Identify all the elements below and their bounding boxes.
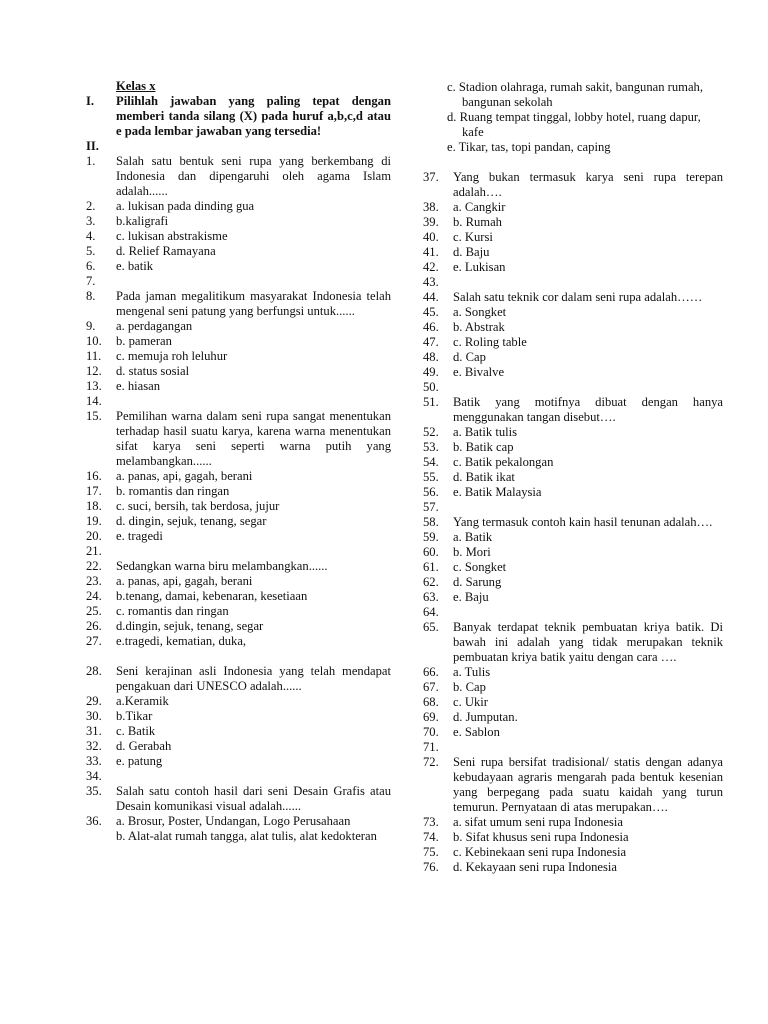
item-number: 51. xyxy=(423,395,439,409)
item-number: 1. xyxy=(86,154,96,168)
item-text: d. Baju xyxy=(453,245,490,259)
list-item xyxy=(423,215,723,230)
list-item xyxy=(423,740,723,755)
item-number: 13. xyxy=(86,379,102,393)
list-item xyxy=(86,754,391,769)
item-number: 9. xyxy=(86,319,96,333)
list-item xyxy=(86,214,391,229)
list-item xyxy=(423,305,723,320)
item-text: a. panas, api, gagah, berani xyxy=(116,574,253,588)
carryover-option xyxy=(423,110,723,140)
item-text: d. Sarung xyxy=(453,575,502,589)
item-text: a.Keramik xyxy=(116,694,169,708)
list-item xyxy=(86,619,391,634)
list-item xyxy=(86,394,391,409)
item-text: b.kaligrafi xyxy=(116,214,169,228)
item-text: e. batik xyxy=(116,259,154,273)
item-number: 49. xyxy=(423,365,439,379)
item-number: 6. xyxy=(86,259,96,273)
list-item xyxy=(86,499,391,514)
item-number: 66. xyxy=(423,665,439,679)
item-text: c. Batik pekalongan xyxy=(453,455,554,469)
list-item xyxy=(86,604,391,619)
list-item xyxy=(86,724,391,739)
item-number: 76. xyxy=(423,860,439,874)
list-item xyxy=(86,259,391,274)
item-text xyxy=(116,394,391,409)
list-item xyxy=(423,350,723,365)
item-text: d. Jumputan. xyxy=(453,710,518,724)
item-text: e. hiasan xyxy=(116,379,161,393)
item-number: 10. xyxy=(86,334,102,348)
item-number: 56. xyxy=(423,485,439,499)
section-1-instruction xyxy=(86,94,391,139)
item-number: 5. xyxy=(86,244,96,258)
list-item xyxy=(86,709,391,724)
list-item xyxy=(86,409,391,469)
item-number: 43. xyxy=(423,275,439,289)
item-number: 4. xyxy=(86,229,96,243)
item-text xyxy=(116,274,391,289)
item-text: Seni rupa bersifat tradisional/ statis dengan adanya kebudayaan agraris mengarah pada bentuk kesenian yang berpegang pada suatu kaidah yang turun temurun. Pernyataan di atas merupakan…. xyxy=(453,755,723,814)
item-number: 30. xyxy=(86,709,102,723)
item-text: a. lukisan pada dinding gua xyxy=(116,199,255,213)
list-item xyxy=(86,814,391,829)
item-text: e. Sablon xyxy=(453,725,500,739)
list-item xyxy=(423,620,723,665)
item-number: 68. xyxy=(423,695,439,709)
list-item xyxy=(86,289,391,319)
item-text: e. Baju xyxy=(453,590,489,604)
list-item xyxy=(86,154,391,199)
item-number: 67. xyxy=(423,680,439,694)
list-item xyxy=(423,710,723,725)
list-item xyxy=(423,395,723,425)
item-text: d. Batik ikat xyxy=(453,470,515,484)
item-text: c. Batik xyxy=(116,724,156,738)
item-text xyxy=(453,500,723,515)
item-number: 19. xyxy=(86,514,102,528)
list-item xyxy=(86,379,391,394)
item-text: a. Tulis xyxy=(453,665,491,679)
item-number: 39. xyxy=(423,215,439,229)
item-text: e. Batik Malaysia xyxy=(453,485,542,499)
list-item xyxy=(86,349,391,364)
item-text: d. dingin, sejuk, tenang, segar xyxy=(116,514,267,528)
item-number: 59. xyxy=(423,530,439,544)
item-number: 33. xyxy=(86,754,102,768)
item-number: 11. xyxy=(86,349,102,363)
item-number: 35. xyxy=(86,784,102,798)
item-number: 69. xyxy=(423,710,439,724)
option-text: d. Ruang tempat tinggal, lobby hotel, ruang dapur, kafe xyxy=(447,110,701,139)
section-2-heading xyxy=(86,139,391,154)
item-number: 24. xyxy=(86,589,102,603)
item-number: 55. xyxy=(423,470,439,484)
list-item xyxy=(86,484,391,499)
list-item xyxy=(423,605,723,620)
list-item xyxy=(423,380,723,395)
item-text: e. Lukisan xyxy=(453,260,506,274)
list-item xyxy=(423,530,723,545)
item-number: 31. xyxy=(86,724,102,738)
item-text: b. Batik cap xyxy=(453,440,514,454)
list-item xyxy=(86,589,391,604)
item-text: a. sifat umum seni rupa Indonesia xyxy=(453,815,623,829)
item-number: 15. xyxy=(86,409,102,423)
item-text: b. Rumah xyxy=(453,215,502,229)
item-text xyxy=(453,740,723,755)
list-item xyxy=(423,845,723,860)
item-number: 60. xyxy=(423,545,439,559)
list-item xyxy=(86,694,391,709)
list-item xyxy=(86,319,391,334)
list-item xyxy=(423,560,723,575)
item-text: b. pameran xyxy=(116,334,172,348)
item-text: c. romantis dan ringan xyxy=(116,604,229,618)
section-2-number: II. xyxy=(86,139,99,153)
list-item xyxy=(86,544,391,559)
item-number: 40. xyxy=(423,230,439,244)
item-number: 14. xyxy=(86,394,102,408)
item-number: 25. xyxy=(86,604,102,618)
item-text: Yang bukan termasuk karya seni rupa terepan adalah…. xyxy=(453,170,723,199)
item-text: a. perdagangan xyxy=(116,319,193,333)
item-number: 29. xyxy=(86,694,102,708)
list-item xyxy=(423,665,723,680)
list-item xyxy=(423,545,723,560)
list-item xyxy=(423,590,723,605)
item-number: 32. xyxy=(86,739,102,753)
list-item xyxy=(423,815,723,830)
item-number: 18. xyxy=(86,499,102,513)
option-text: c. Stadion olahraga, rumah sakit, bangunan rumah, bangunan sekolah xyxy=(447,80,704,109)
item-text xyxy=(116,544,391,559)
item-text: a. panas, api, gagah, berani xyxy=(116,469,253,483)
item-number: 44. xyxy=(423,290,439,304)
list-item xyxy=(423,830,723,845)
item-number: 28. xyxy=(86,664,102,678)
list-item xyxy=(423,485,723,500)
item-text: b. romantis dan ringan xyxy=(116,484,230,498)
item-text: c. Kursi xyxy=(453,230,493,244)
list-item xyxy=(86,634,391,649)
list-item xyxy=(423,335,723,350)
item-text: e. patung xyxy=(116,754,163,768)
item-number: 63. xyxy=(423,590,439,604)
list-item xyxy=(423,455,723,470)
list-item xyxy=(423,320,723,335)
item-number: 72. xyxy=(423,755,439,769)
item-text xyxy=(453,380,723,395)
list-item xyxy=(423,200,723,215)
list-item xyxy=(86,574,391,589)
item-text: a. Songket xyxy=(453,305,507,319)
item-number: 36. xyxy=(86,814,102,828)
item-number: 2. xyxy=(86,199,96,213)
item-text: Pemilihan warna dalam seni rupa sangat menentukan terhadap hasil suatu karya, karena warna menentukan sifat karya seni seperti warna putih yang melambangkan...... xyxy=(116,409,391,468)
list-item xyxy=(423,515,723,530)
list-item xyxy=(423,470,723,485)
item-text: c. Roling table xyxy=(453,335,527,349)
item-number: 70. xyxy=(423,725,439,739)
list-item xyxy=(423,695,723,710)
item-number: 73. xyxy=(423,815,439,829)
item-number: 7. xyxy=(86,274,96,288)
item-number: 16. xyxy=(86,469,102,483)
item-number: 50. xyxy=(423,380,439,394)
item-text: a. Batik tulis xyxy=(453,425,518,439)
list-item xyxy=(86,229,391,244)
list-item xyxy=(86,739,391,754)
item-number: 26. xyxy=(86,619,102,633)
item-text: Pada jaman megalitikum masyarakat Indonesia telah mengenal seni patung yang berfungsi untuk...... xyxy=(116,289,391,318)
item-text: Seni kerajinan asli Indonesia yang telah mendapat pengakuan dari UNESCO adalah...... xyxy=(116,664,391,693)
item-text: a. Cangkir xyxy=(453,200,506,214)
item-number: 58. xyxy=(423,515,439,529)
carryover-option xyxy=(423,80,723,110)
item-number: 27. xyxy=(86,634,102,648)
item-number: 61. xyxy=(423,560,439,574)
item-number: 45. xyxy=(423,305,439,319)
item-number: 57. xyxy=(423,500,439,514)
list-item xyxy=(86,514,391,529)
list-item xyxy=(86,559,391,574)
item-text: a. Brosur, Poster, Undangan, Logo Perusahaan xyxy=(116,814,351,828)
list-item xyxy=(86,469,391,484)
item-text: d. Cap xyxy=(453,350,486,364)
item-text: d. Gerabah xyxy=(116,739,172,753)
item-text: Salah satu contoh hasil dari seni Desain Grafis atau Desain komunikasi visual adalah...... xyxy=(116,784,391,813)
list-item xyxy=(86,199,391,214)
item-text: e.tragedi, kematian, duka, xyxy=(116,634,247,648)
list-item xyxy=(86,364,391,379)
item-number: 62. xyxy=(423,575,439,589)
item-number: 52. xyxy=(423,425,439,439)
list-item xyxy=(423,755,723,815)
item-number: 23. xyxy=(86,574,102,588)
item-text: b. Sifat khusus seni rupa Indonesia xyxy=(453,830,629,844)
item-text xyxy=(453,275,723,290)
item-text: c. memuja roh leluhur xyxy=(116,349,228,363)
list-item xyxy=(423,440,723,455)
right-column xyxy=(423,80,723,875)
list-item xyxy=(423,230,723,245)
list-item xyxy=(423,245,723,260)
item-text: e. Bivalve xyxy=(453,365,505,379)
item-text: d.dingin, sejuk, tenang, segar xyxy=(116,619,264,633)
option-text: e. Tikar, tas, topi pandan, caping xyxy=(447,140,611,154)
item-text: d. Relief Ramayana xyxy=(116,244,216,258)
item-text: b. Cap xyxy=(453,680,486,694)
item-number: 22. xyxy=(86,559,102,573)
list-item xyxy=(423,860,723,875)
item-text: Salah satu teknik cor dalam seni rupa adalah…… xyxy=(453,290,703,304)
item-text: d. status sosial xyxy=(116,364,190,378)
list-item xyxy=(86,334,391,349)
item-number: 75. xyxy=(423,845,439,859)
list-item xyxy=(86,274,391,289)
class-heading: Kelas x xyxy=(116,79,156,93)
item-text: b. Abstrak xyxy=(453,320,505,334)
item-number: 46. xyxy=(423,320,439,334)
list-item xyxy=(86,769,391,784)
item-text: c. Songket xyxy=(453,560,507,574)
item-number: 17. xyxy=(86,484,102,498)
item-number: 71. xyxy=(423,740,439,754)
list-item xyxy=(86,784,391,814)
carryover-option xyxy=(423,140,723,155)
list-item xyxy=(423,275,723,290)
item-text: c. Ukir xyxy=(453,695,488,709)
item-number: 54. xyxy=(423,455,439,469)
list-item xyxy=(86,529,391,544)
item-number: 48. xyxy=(423,350,439,364)
item-text: c. suci, bersih, tak berdosa, jujur xyxy=(116,499,280,513)
item-text: Banyak terdapat teknik pembuatan kriya batik. Di bawah ini adalah yang tidak merupakan teknik pembuatan kriya batik yaitu dengan cara …. xyxy=(453,620,723,664)
item-text: b.tenang, damai, kebenaran, kesetiaan xyxy=(116,589,308,603)
item-text: c. lukisan abstrakisme xyxy=(116,229,228,243)
section-1-number: I. xyxy=(86,94,95,108)
item-text: b. Mori xyxy=(453,545,491,559)
item-number: 53. xyxy=(423,440,439,454)
item-number: 20. xyxy=(86,529,102,543)
item-text: Sedangkan warna biru melambangkan...... xyxy=(116,559,328,573)
item-number: 74. xyxy=(423,830,439,844)
list-subitem xyxy=(116,829,391,844)
list-item xyxy=(423,500,723,515)
list-item xyxy=(423,290,723,305)
subitem-text: b. Alat-alat rumah tangga, alat tulis, alat kedokteran xyxy=(116,829,377,843)
left-column xyxy=(86,79,391,844)
item-number: 34. xyxy=(86,769,102,783)
section-1-text: Pilihlah jawaban yang paling tepat dengan memberi tanda silang (X) pada huruf a,b,c,d atau e pada lembar jawaban yang tersedia! xyxy=(116,94,391,138)
item-text: Salah satu bentuk seni rupa yang berkembang di Indonesia dan dipengaruhi oleh agama Islam adalah...... xyxy=(116,154,391,198)
item-text xyxy=(453,605,723,620)
list-item xyxy=(86,664,391,694)
item-text: c. Kebinekaan seni rupa Indonesia xyxy=(453,845,627,859)
item-number: 8. xyxy=(86,289,96,303)
list-item xyxy=(86,244,391,259)
list-item xyxy=(423,260,723,275)
item-number: 21. xyxy=(86,544,102,558)
item-number: 41. xyxy=(423,245,439,259)
item-text: e. tragedi xyxy=(116,529,163,543)
list-item xyxy=(423,725,723,740)
list-item xyxy=(423,680,723,695)
item-number: 65. xyxy=(423,620,439,634)
item-text: Yang termasuk contoh kain hasil tenunan adalah…. xyxy=(453,515,713,529)
item-text: a. Batik xyxy=(453,530,493,544)
item-number: 64. xyxy=(423,605,439,619)
item-number: 37. xyxy=(423,170,439,184)
list-item xyxy=(423,170,723,200)
item-number: 12. xyxy=(86,364,102,378)
item-text: Batik yang motifnya dibuat dengan hanya menggunakan tangan disebut…. xyxy=(453,395,723,424)
item-text: b.Tikar xyxy=(116,709,153,723)
item-text: d. Kekayaan seni rupa Indonesia xyxy=(453,860,618,874)
item-number: 42. xyxy=(423,260,439,274)
item-text xyxy=(116,769,391,784)
list-item xyxy=(423,365,723,380)
item-number: 3. xyxy=(86,214,96,228)
item-number: 47. xyxy=(423,335,439,349)
list-item xyxy=(423,575,723,590)
item-number: 38. xyxy=(423,200,439,214)
list-item xyxy=(423,425,723,440)
